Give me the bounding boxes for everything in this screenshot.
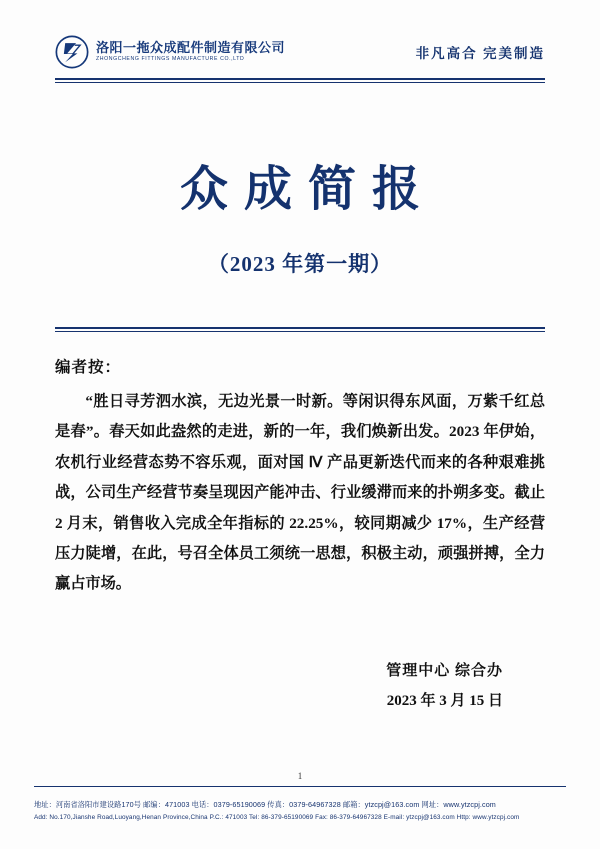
page-title: 众成简报 [179, 163, 436, 216]
company-name-block [96, 41, 285, 62]
footer-address-en: Add: No.170,Jianshe Road,Luoyang,Henan Province,China P.C.: 471003 Tel: 86-379-65190069 Fax: 86-379-64967328 E-mail: ytzcpj@163.com Http: www.ytzcpj.com [34, 814, 520, 821]
document-footer [34, 800, 566, 821]
company-name-en: ZHONGCHENG FITTINGS MANUFACTURE CO.,LTD [96, 56, 245, 63]
company-name-cn: 洛阳一拖众成配件制造有限公司 [96, 40, 286, 56]
footer-address-cn: 地址：河南省洛阳市建设路170号 邮编：471003 电话：0379-65190069 传真：0379-64967328 邮箱：ytzcpj@163.com 网址：www.ytzcpj.com [34, 800, 496, 809]
issue-number: （2023 年第一期） [207, 252, 393, 276]
signature-date: 2023 年 3 月 15 日 [386, 692, 503, 709]
header-divider-thick [55, 78, 545, 80]
document-body [55, 355, 545, 716]
company-slogan: 非凡高合 完美制造 [415, 46, 545, 61]
footer-divider [34, 786, 566, 787]
body-divider-thick [55, 327, 545, 329]
body-paragraph: “胜日寻芳泗水滨，无边光景一时新。等闲识得东风面，万紫千红总是春”。春天如此盎然的走进，新的一年，我们焕新出发。2023 年伊始，农机行业经营态势不容乐观，面对国 Ⅳ 产品更新迭代而来的各种艰难挑战，公司生产经营节奏呈现因产能冲击、行业缓滞而来的扑朔多变。截止 2 月末，销售收入完成全年指标的 22.25%，较同期减少 17%，生产经营压力陡增，在此，号召全体员工须统一思想，积极主动，顽强拼搏，全力赢占市场。 [55, 393, 545, 593]
editor-note-label: 编者按： [55, 359, 122, 376]
body-divider-thin [55, 331, 545, 332]
signature-block [55, 656, 545, 716]
signature-department: 管理中心 综合办 [386, 662, 503, 679]
header-divider-thin [55, 82, 545, 83]
page-number: 1 [297, 771, 303, 781]
document-header [0, 28, 600, 76]
company-logo [55, 35, 285, 69]
company-emblem-icon [55, 35, 89, 69]
